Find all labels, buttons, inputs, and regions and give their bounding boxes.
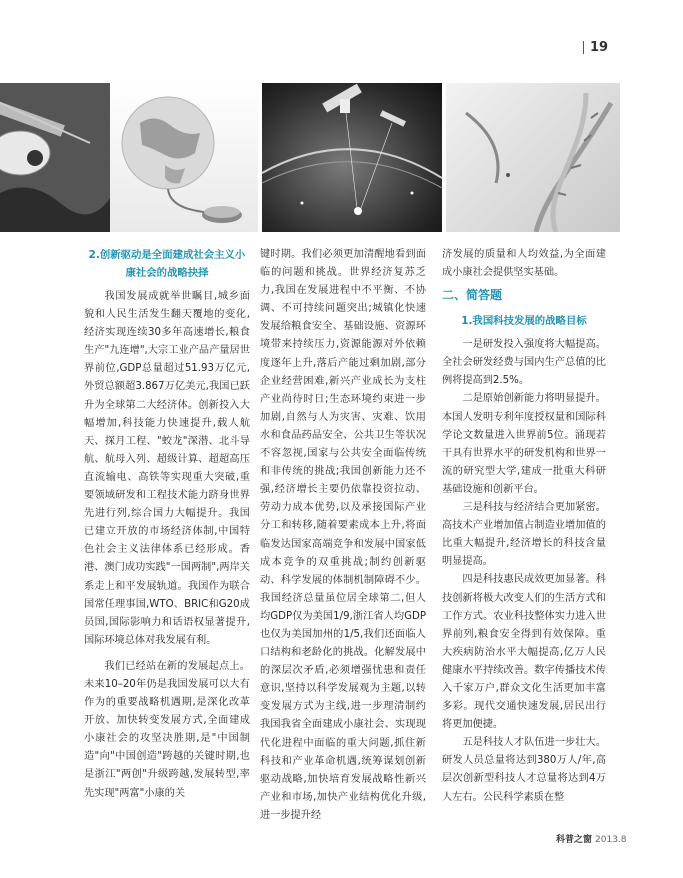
text-column-2 [260, 246, 426, 825]
magazine-brand: 科普之窗 [556, 835, 593, 845]
paragraph: 二是原始创新能力将明显提升。本国人发明专利年度授权量和国际科学论文数量进入世界前5位。涌现若干具有世界水平的研发机构和世界一流的研究型大学,建成一批重大科研基础设施和创新平台。 [442, 393, 606, 495]
globe-mouse-photo [110, 83, 258, 232]
paragraph: 一是研发投入强度将大幅提高。全社会研发经费与国内生产总值的比例将提高到2.5%。 [442, 339, 606, 387]
paragraph: 四是科技惠民成效更加显著。科技创新将极大改变人们的生活方式和工作方式。农业科技整体实力进入世界前列,粮食安全得到有效保障。重大疾病防治水平大幅提高,亿万人民健康水平持续改善。数字传播技术传入千家万户,群众文化生活更加丰富多彩。现代交通快速发展,居民出行将更加便捷。 [442, 574, 606, 731]
text-column-3 [442, 246, 606, 807]
magazine-footer [556, 832, 627, 845]
text-column-1 [84, 246, 250, 803]
paragraph: 我们已经站在新的发展起点上。未来10–20年仍是我国发展可以大有作为的重要战略机遇期,是深化改革开放、加快转变发展方式,全面建成小康社会的攻坚决胜期,是"中国制造"向"中国创造"跨越的关键时期,也是浙江"两创"升级跨越,发展转型,率先实现"两富"小康的关 [84, 660, 250, 799]
deep-sea-submersible-photo [0, 83, 110, 232]
paragraph: 三是科技与经济结合更加紧密。高技术产业增加值占制造业增加值的比重大幅提升,经济增长的科技含量明显提高。 [442, 502, 606, 568]
page-number-divider [583, 41, 584, 54]
issue-date: 2013.8 [595, 835, 627, 845]
section-heading-innovation: 2.创新驱动是全面建成社会主义小康社会的战略抉择 [88, 249, 246, 279]
paragraph: 我国发展成就举世瞩目,城乡面貌和人民生活发生翻天覆地的变化,经济实现连续30多年高速增长,粮食生产"九连增",大宗工业产品产量居世界前位,GDP总量超过51.93万亿元,外贸总额超3.867万亿美元,我国已跃升为全球第二大经济体。创新投入大幅增加,科技能力快速提升,载人航天、探月工程、"蛟龙"深潜、北斗导航、航母入列、超级计算、超超高压直流输电、高铁等实现重大突破,重要领域研发和工程技术能力跻身世界先进行列,综合国力大幅提升。我国已建立开放的市场经济体制,中国特色社会主义法律体系已经形成。香港、澳门成功实践"一国两制",两岸关系走上和平发展轨道。我国作为联合国常任理事国,WTO、BRIC和G20成员国,国际影响力和话语权显著提升,国际环境总体对我发展有利。 [84, 291, 250, 646]
paragraph: 键时期。我们必须更加清醒地看到面临的问题和挑战。世界经济复苏乏力,我国在发展进程中不平衡、不协调、不可持续问题突出;城镇化快速发展给粮食安全、基础设施、资源环境带来持续压力,资源能源对外依赖度逐年上升,落后产能过剩加剧,部分企业经营困难,新兴产业成长为支柱产业尚待时日;生态环境约束进一步加剧,自然与人为灾害、灾难、饮用水和食品药品安全、公共卫生等状况不容忽视,国家与公共安全面临传统和非传统的挑战;我国创新能力还不强,经济增长主要仍依靠投资拉动、劳动力成本优势,以及承接国际产业分工和转移,随着要素成本上升,将面临发达国家高端竞争和发展中国家低成本竞争的双重挑战;制约创新驱动、科学发展的体制机制障碍不少。我国经济总量虽位居全球第二,但人均GDP仅为美国1/9,浙江省人均GDP也仅为美国加州的1/5,我们还面临人口结构和老龄化的挑战。化解发展中的深层次矛盾,必须增强忧患和责任意识,坚持以科学发展观为主题,以转变发展方式为主线,进一步理清制约我国我省全面建成小康社会、实现现代化进程中面临的重大问题,抓住新科技和产业革命机遇,统筹谋划创新驱动战略,加快培育发展战略性新兴产业和市场,加快产业结构优化升级,进一步提升经 [260, 249, 426, 821]
page-number-text: 19 [590, 40, 609, 55]
dna-helix-photo [446, 83, 620, 232]
section-heading-strategic-goals: 1.我国科技发展的战略目标 [461, 315, 587, 328]
page-number [583, 40, 608, 55]
section-title-short-answer: 二、简答题 [442, 288, 503, 303]
satellite-space-photo [262, 83, 442, 232]
paragraph: 济发展的质量和人均效益,为全面建成小康社会提供坚实基础。 [442, 249, 606, 279]
paragraph: 五是科技人才队伍进一步壮大。研发人员总量将达到380万人/年,高层次创新型科技人才总量将达到4万人左右。公民科学素质在整 [442, 737, 606, 803]
